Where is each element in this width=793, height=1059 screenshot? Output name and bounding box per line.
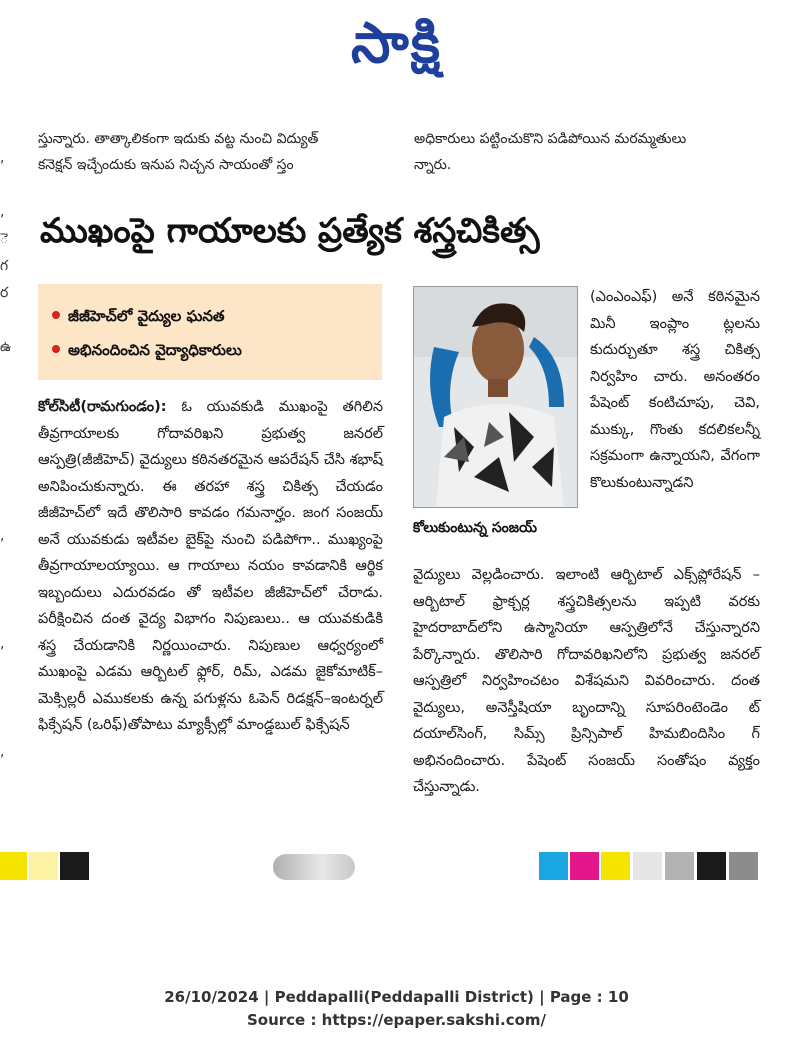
edge-fragment [0,550,20,577]
color-swatch [570,852,599,880]
edge-fragment [0,361,20,388]
highlight-text: అభినందించిన వైద్యాధికారులు [68,341,242,359]
color-swatch [29,852,58,880]
color-swatch [697,852,726,880]
patient-photo-icon [414,287,577,507]
footer-source: Source : https://epaper.sakshi.com/ [246,1011,546,1029]
edge-fragment [0,604,20,631]
previous-article-line: స్తున్నారు. తాత్కాలికంగా ఇదుకు వట్ట నుంచి విద్యుత్ [38,131,319,147]
previous-article-line: అధికారులు పట్టించుకొని పడిపోయిన మరమ్మతులు [414,131,687,147]
color-swatch [633,852,662,880]
bullet-icon [52,345,60,353]
article-body-left [38,394,383,739]
edge-fragment: గ [0,258,9,274]
footer-date-page: 26/10/2024 | Peddapalli(Peddapalli District) | Page : 10 [164,988,629,1006]
edge-fragment: , [0,528,5,544]
highlight-text: జీజీహెచ్‌లో వైద్యుల ఘనత [68,307,225,325]
highlight-item [52,306,372,326]
edge-fragment [0,469,20,496]
color-swatch [0,852,27,880]
edge-fragment: ర [0,285,9,301]
print-color-bars [0,852,793,882]
previous-article-right [414,126,759,178]
highlights-box [38,284,382,380]
article-headline: ముఖంపై గాయాలకు ప్రత్యేక శస్త్రచికిత్స [40,211,540,251]
edge-fragment [0,658,20,685]
edge-fragment [0,307,20,334]
edge-fragment: ఉ [0,339,12,355]
edge-fragment [0,415,20,442]
edge-fragment [0,685,20,712]
edge-fragment [0,172,20,199]
color-swatch [665,852,694,880]
color-swatch [601,852,630,880]
edge-fragment: ె [0,231,9,247]
edge-fragment: , [0,204,5,220]
newspaper-clipping [0,118,793,888]
edge-fragment [0,442,20,469]
article-text-left: ఓ యువకుడి ముఖంపై తగిలిన తీవ్రగాయాలకు గోదావరిఖని ప్రభుత్వ జనరల్ ఆస్పత్రి(జీజీహెచ్) వైద్యులు కఠినతరమైన ఆపరేషన్ చేసి శభాష్ అనిపించుకున్నారు. ఈ తరహా శస్త్ర చికిత్స చేయడం జీజీహెచ్‌లో ఇదే తొలిసారి కావడం గమనార్హం. జంగ సంజయ్ అనే యువకుడు ఇటీవల బైక్‌పై నుంచి పడిపోగా.. ముఖ్యంపై తీవ్రగాయాలయ్యాయి. ఆ గాయాలు నయం కావడానికి ఆర్థిక ఇబ్బందులు ఎదురవడం తో ఇటీవల జీజీహెచ్‌లో చేరాడు. పరీక్షించిన దంత వైద్య విభాగం నిపుణులు.. ఆ యువకుడికి శస్త్ర చేయడానికి నిర్ణయించారు. నిపుణుల ఆధ్వర్యంలో ముఖంపై ఎడమ ఆర్బిటల్ ఫ్లోర్, రిమ్, ఎడమ జైకోమాటిక్–మెక్సిల్లరీ ఎముకలకు ఉన్న పగుళ్లను ఓపెన్ రిడక్షన్–ఇంటర్నల్ ఫిక్సేషన్ (ఒరిఫ్)తోపాటు మ్యాక్సీల్లో మాండ్డబుల్ ఫిక్సేషన్ [38,399,383,733]
article-body-right-bottom: వైద్యులు వెల్లడించారు. ఇలాంటి ఆర్బిటాల్ ఎక్స్‌ప్లోరేషన్ – ఆర్బిటాల్ ఫ్రాక్చర్ల శస్త్రచికిత్సలను ఇప్పటి వరకు హైదరాబాద్‌లోని ఉస్మానియా ఆస్పత్రిలోనే చేస్తున్నారని పేర్కొన్నారు. తొలిసారి గోదావరిఖనిలోని ప్రభుత్వ జనరల్ ఆస్పత్రిలో నిర్వహించటం విశేషమని వివరించారు. దంత వైద్యులు, అనెస్తీషియా బృందాన్ని సూపరింటెండెం ట్ దయాల్‌సింగ్, సిమ్స్ ప్రిన్సిపాల్ హిమబిందిసిం గ్ అభినందించారు. పేషెంట్ సంజయ్ సంతోషం వ్యక్తం చేస్తున్నాడు. [413,567,760,795]
edge-fragment [0,388,20,415]
masthead-logo: సాక్షి [351,11,442,76]
article-photo [413,286,578,508]
article-body-right-top: (ఎంఎంఎఫ్) అనే కఠినమైన మినీ ఇంప్లాం ట్లలను కుదుర్చుతూ శస్త్ర చికిత్స నిర్వహిం చారు. అనంతరం పేషెంట్ కంటిచూపు, చెవి, ముక్కు, గొంతు కదలికలన్నీ సక్రమంగా ఉన్నాయని, వేగంగా కొలుకుంటున్నాడని [590,289,760,491]
article-dateline: కోల్‌సిటీ(రామగుండం): [38,399,167,415]
edge-fragment: , [0,636,5,652]
color-swatch [539,852,568,880]
edge-fragment: , [0,150,5,166]
adjacent-column-edge [0,118,20,888]
color-swatch [60,852,89,880]
edge-fragment: , [0,744,5,760]
edge-fragment [0,820,20,847]
edge-fragment [0,577,20,604]
edge-fragment [0,766,20,793]
edge-fragment [0,712,20,739]
edge-fragment [0,496,20,523]
previous-article-line: న్నారు. [414,157,452,173]
edge-fragment [0,118,20,145]
previous-article-line: కనెక్షన్ ఇచ్చేందుకు ఇనుప నిచ్చన సాయంతో స్తం [38,157,294,173]
previous-article-left [38,126,383,178]
photo-caption: కోలుకుంటున్న సంజయ్ [413,520,538,536]
color-swatch [729,852,758,880]
highlight-item [52,340,372,360]
masthead [0,0,793,80]
registration-mark [273,854,355,880]
edge-fragment [0,793,20,820]
bullet-icon [52,311,60,319]
